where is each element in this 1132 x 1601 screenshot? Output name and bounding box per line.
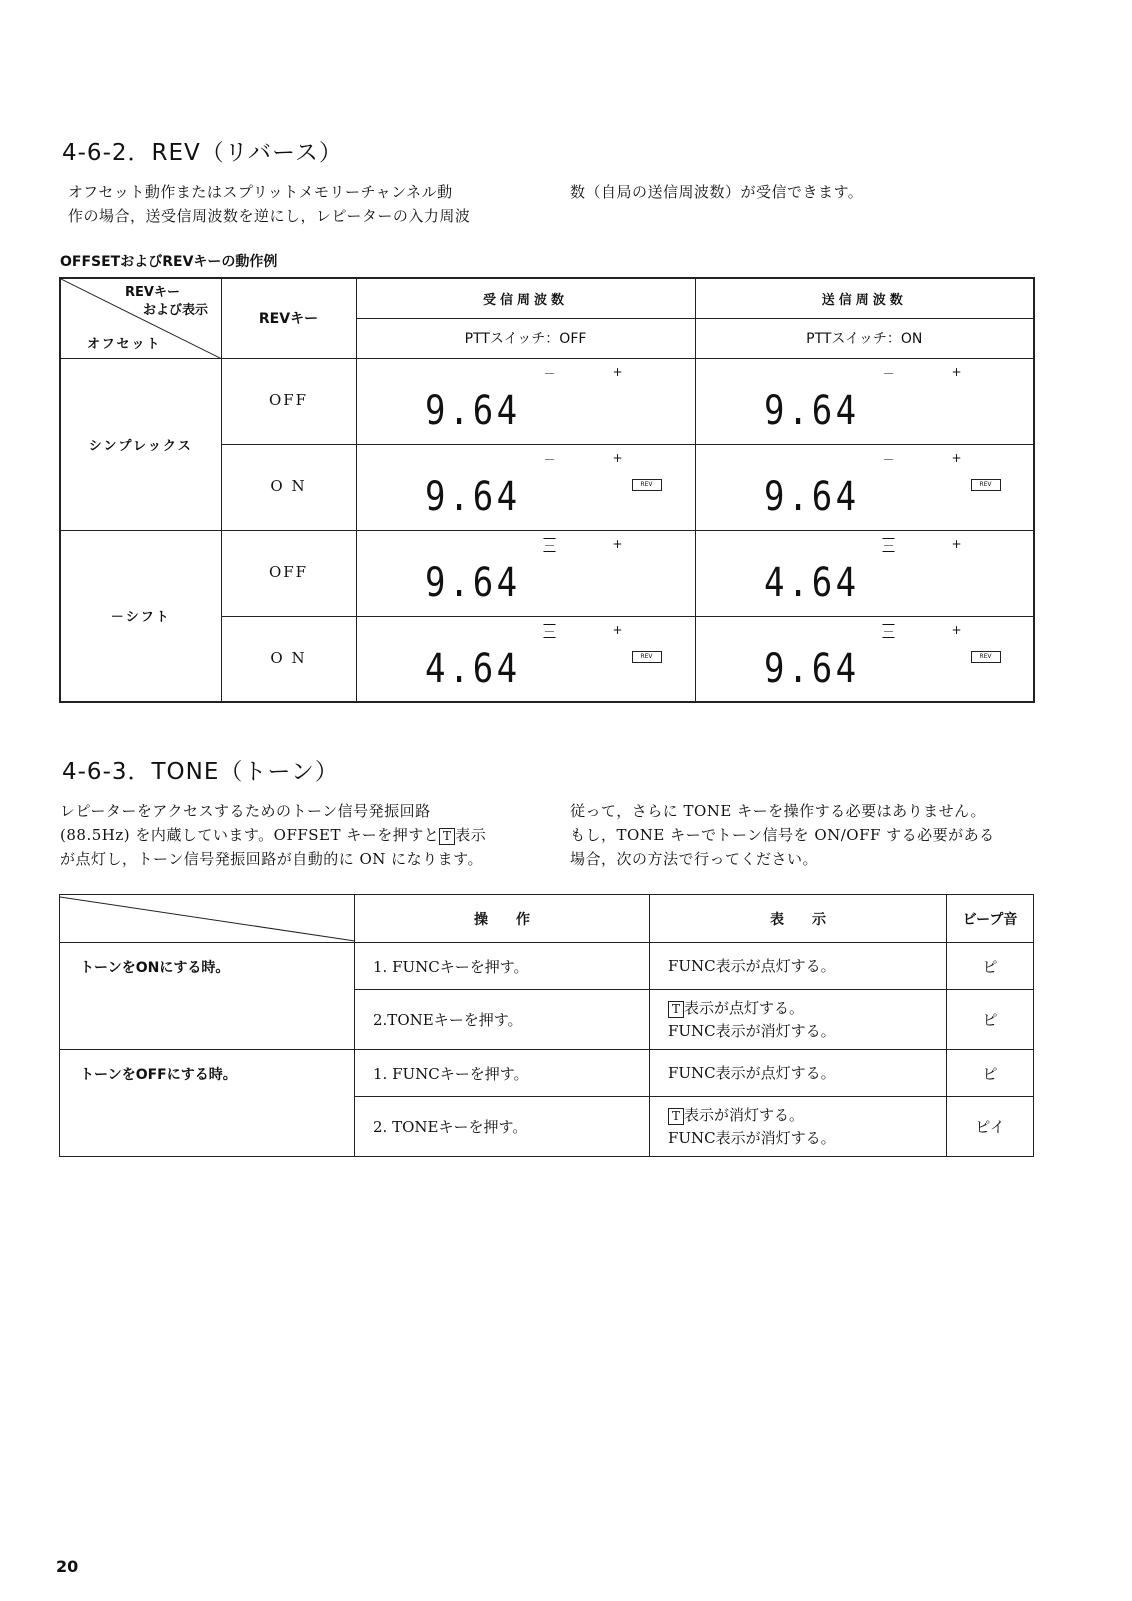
- tone-paragraph-left: [60, 799, 550, 871]
- tx-display: [695, 358, 1034, 444]
- rev-state: O N: [221, 616, 356, 702]
- minus-indicator-lit: －: [543, 539, 556, 553]
- rx-display: [356, 358, 695, 444]
- lcd-frequency: 9.64: [424, 388, 520, 434]
- lcd-frequency: 4.64: [763, 560, 859, 606]
- minus-indicator-lit: －: [882, 539, 895, 553]
- text-line: [668, 997, 946, 1020]
- rev-indicator-icon: REV: [971, 651, 1001, 663]
- corner-header-cell: [60, 278, 221, 358]
- tx-display: [695, 530, 1034, 616]
- operation-header: 操 作: [355, 895, 650, 943]
- tone-t-icon: T: [668, 1001, 684, 1018]
- corner-mid-label: および表示: [143, 303, 209, 318]
- text-line: 従って，さらに TONE キーを操作する必要はありません。: [570, 802, 987, 820]
- row-label-tone-on: トーンをONにする時。: [60, 943, 355, 1050]
- rev-indicator-icon: REV: [971, 479, 1001, 491]
- lcd-frequency: 9.64: [424, 474, 520, 520]
- text-line: [668, 1104, 946, 1127]
- text-line: 作の場合，送受信周波数を逆にし，レピーターの入力周波: [68, 207, 471, 225]
- beep-header: ビープ音: [947, 895, 1034, 943]
- rx-display: [356, 530, 695, 616]
- operation-step: 2.TONEキーを押す。: [355, 990, 650, 1050]
- text-line: [60, 823, 550, 847]
- rev-state: OFF: [221, 530, 356, 616]
- tx-display: [695, 444, 1034, 530]
- plus-indicator: +: [951, 622, 962, 637]
- text-line: FUNC表示が消灯する。: [668, 1021, 836, 1040]
- rx-display: [356, 616, 695, 702]
- text-line: FUNC表示が消灯する。: [668, 1128, 836, 1147]
- display-result: FUNC表示が点灯する。: [650, 1050, 947, 1097]
- operation-step: 2. TONEキーを押す。: [355, 1097, 650, 1157]
- lcd-frequency: 9.64: [763, 388, 859, 434]
- operation-step: 1. FUNCキーを押す。: [355, 943, 650, 990]
- minus-indicator: －: [543, 453, 556, 467]
- text-line: が点灯し，トーン信号発振回路が自動的に ON になります。: [60, 850, 483, 868]
- beep-sound: ピ: [947, 943, 1034, 990]
- group-simplex: シンプレックス: [60, 358, 221, 530]
- rev-indicator-icon: REV: [632, 479, 662, 491]
- tx-display: [695, 616, 1034, 702]
- text-fragment: 表示が消灯する。: [684, 1105, 805, 1124]
- rev-paragraph-left: [68, 180, 538, 228]
- table-caption: OFFSETおよびREVキーの動作例: [60, 254, 278, 270]
- corner-header-cell: [60, 895, 355, 943]
- plus-indicator: +: [612, 622, 623, 637]
- tone-t-icon: T: [439, 828, 455, 845]
- rx-subheader: PTTスイッチ：OFF: [356, 318, 695, 358]
- text-line: もし，TONE キーでトーン信号を ON/OFF する必要がある: [570, 826, 995, 844]
- plus-indicator: +: [951, 451, 962, 465]
- corner-bottom-label: オフセット: [87, 337, 162, 352]
- display-result: FUNC表示が点灯する。: [650, 943, 947, 990]
- tone-paragraph-right: [570, 799, 1040, 871]
- minus-indicator-lit: －: [543, 624, 556, 639]
- text-fragment: 表示: [455, 826, 487, 844]
- beep-sound: ピ: [947, 1050, 1034, 1097]
- text-line: レピーターをアクセスするためのトーン信号発振回路: [60, 802, 431, 820]
- lcd-frequency: 9.64: [763, 474, 859, 520]
- minus-indicator: －: [543, 367, 556, 381]
- tx-header: 送信周波数: [695, 278, 1034, 318]
- section-heading-tone: 4-6-3．TONE（トーン）: [62, 759, 339, 785]
- rx-display: [356, 444, 695, 530]
- section-heading-rev: 4-6-2．REV（リバース）: [62, 140, 343, 166]
- beep-sound: ピイ: [947, 1097, 1034, 1157]
- lcd-frequency: 9.64: [424, 560, 520, 606]
- rev-state: O N: [221, 444, 356, 530]
- rx-header: 受信周波数: [356, 278, 695, 318]
- revkey-header: REVキー: [221, 278, 356, 358]
- plus-indicator: +: [612, 365, 623, 379]
- text-line: 数（自局の送信周波数）が受信できます。: [570, 183, 864, 201]
- rev-state: OFF: [221, 358, 356, 444]
- plus-indicator: +: [951, 365, 962, 379]
- lcd-frequency: 4.64: [424, 645, 520, 692]
- display-result: [650, 990, 947, 1050]
- text-fragment: (88.5Hz) を内蔵しています。OFFSET キーを押すと: [60, 826, 440, 844]
- tone-t-icon: T: [668, 1108, 684, 1125]
- plus-indicator: +: [612, 451, 623, 465]
- display-header: 表 示: [650, 895, 947, 943]
- rev-paragraph-right: [570, 180, 1050, 204]
- page-number: 20: [56, 1557, 79, 1576]
- minus-indicator: －: [882, 453, 895, 467]
- diagonal-line: [60, 895, 355, 943]
- display-result: [650, 1097, 947, 1157]
- plus-indicator: +: [612, 537, 623, 551]
- tx-subheader: PTTスイッチ：ON: [695, 318, 1034, 358]
- corner-top-label: REVキー: [125, 285, 180, 300]
- rev-indicator-icon: REV: [632, 651, 662, 663]
- text-fragment: 表示が点灯する。: [684, 998, 805, 1017]
- beep-sound: ピ: [947, 990, 1034, 1050]
- offset-rev-table: [59, 277, 1035, 703]
- row-label-tone-off: トーンをOFFにする時。: [60, 1050, 355, 1157]
- tone-operation-table: [59, 894, 1034, 1157]
- plus-indicator: +: [951, 537, 962, 551]
- text-line: オフセット動作またはスプリットメモリーチャンネル動: [68, 183, 453, 201]
- minus-indicator: －: [882, 367, 895, 381]
- lcd-frequency: 9.64: [763, 645, 859, 692]
- text-line: 場合，次の方法で行ってください。: [570, 850, 819, 868]
- operation-step: 1. FUNCキーを押す。: [355, 1050, 650, 1097]
- minus-indicator-lit: －: [882, 624, 895, 639]
- group-minus-shift: －シフト: [60, 530, 221, 702]
